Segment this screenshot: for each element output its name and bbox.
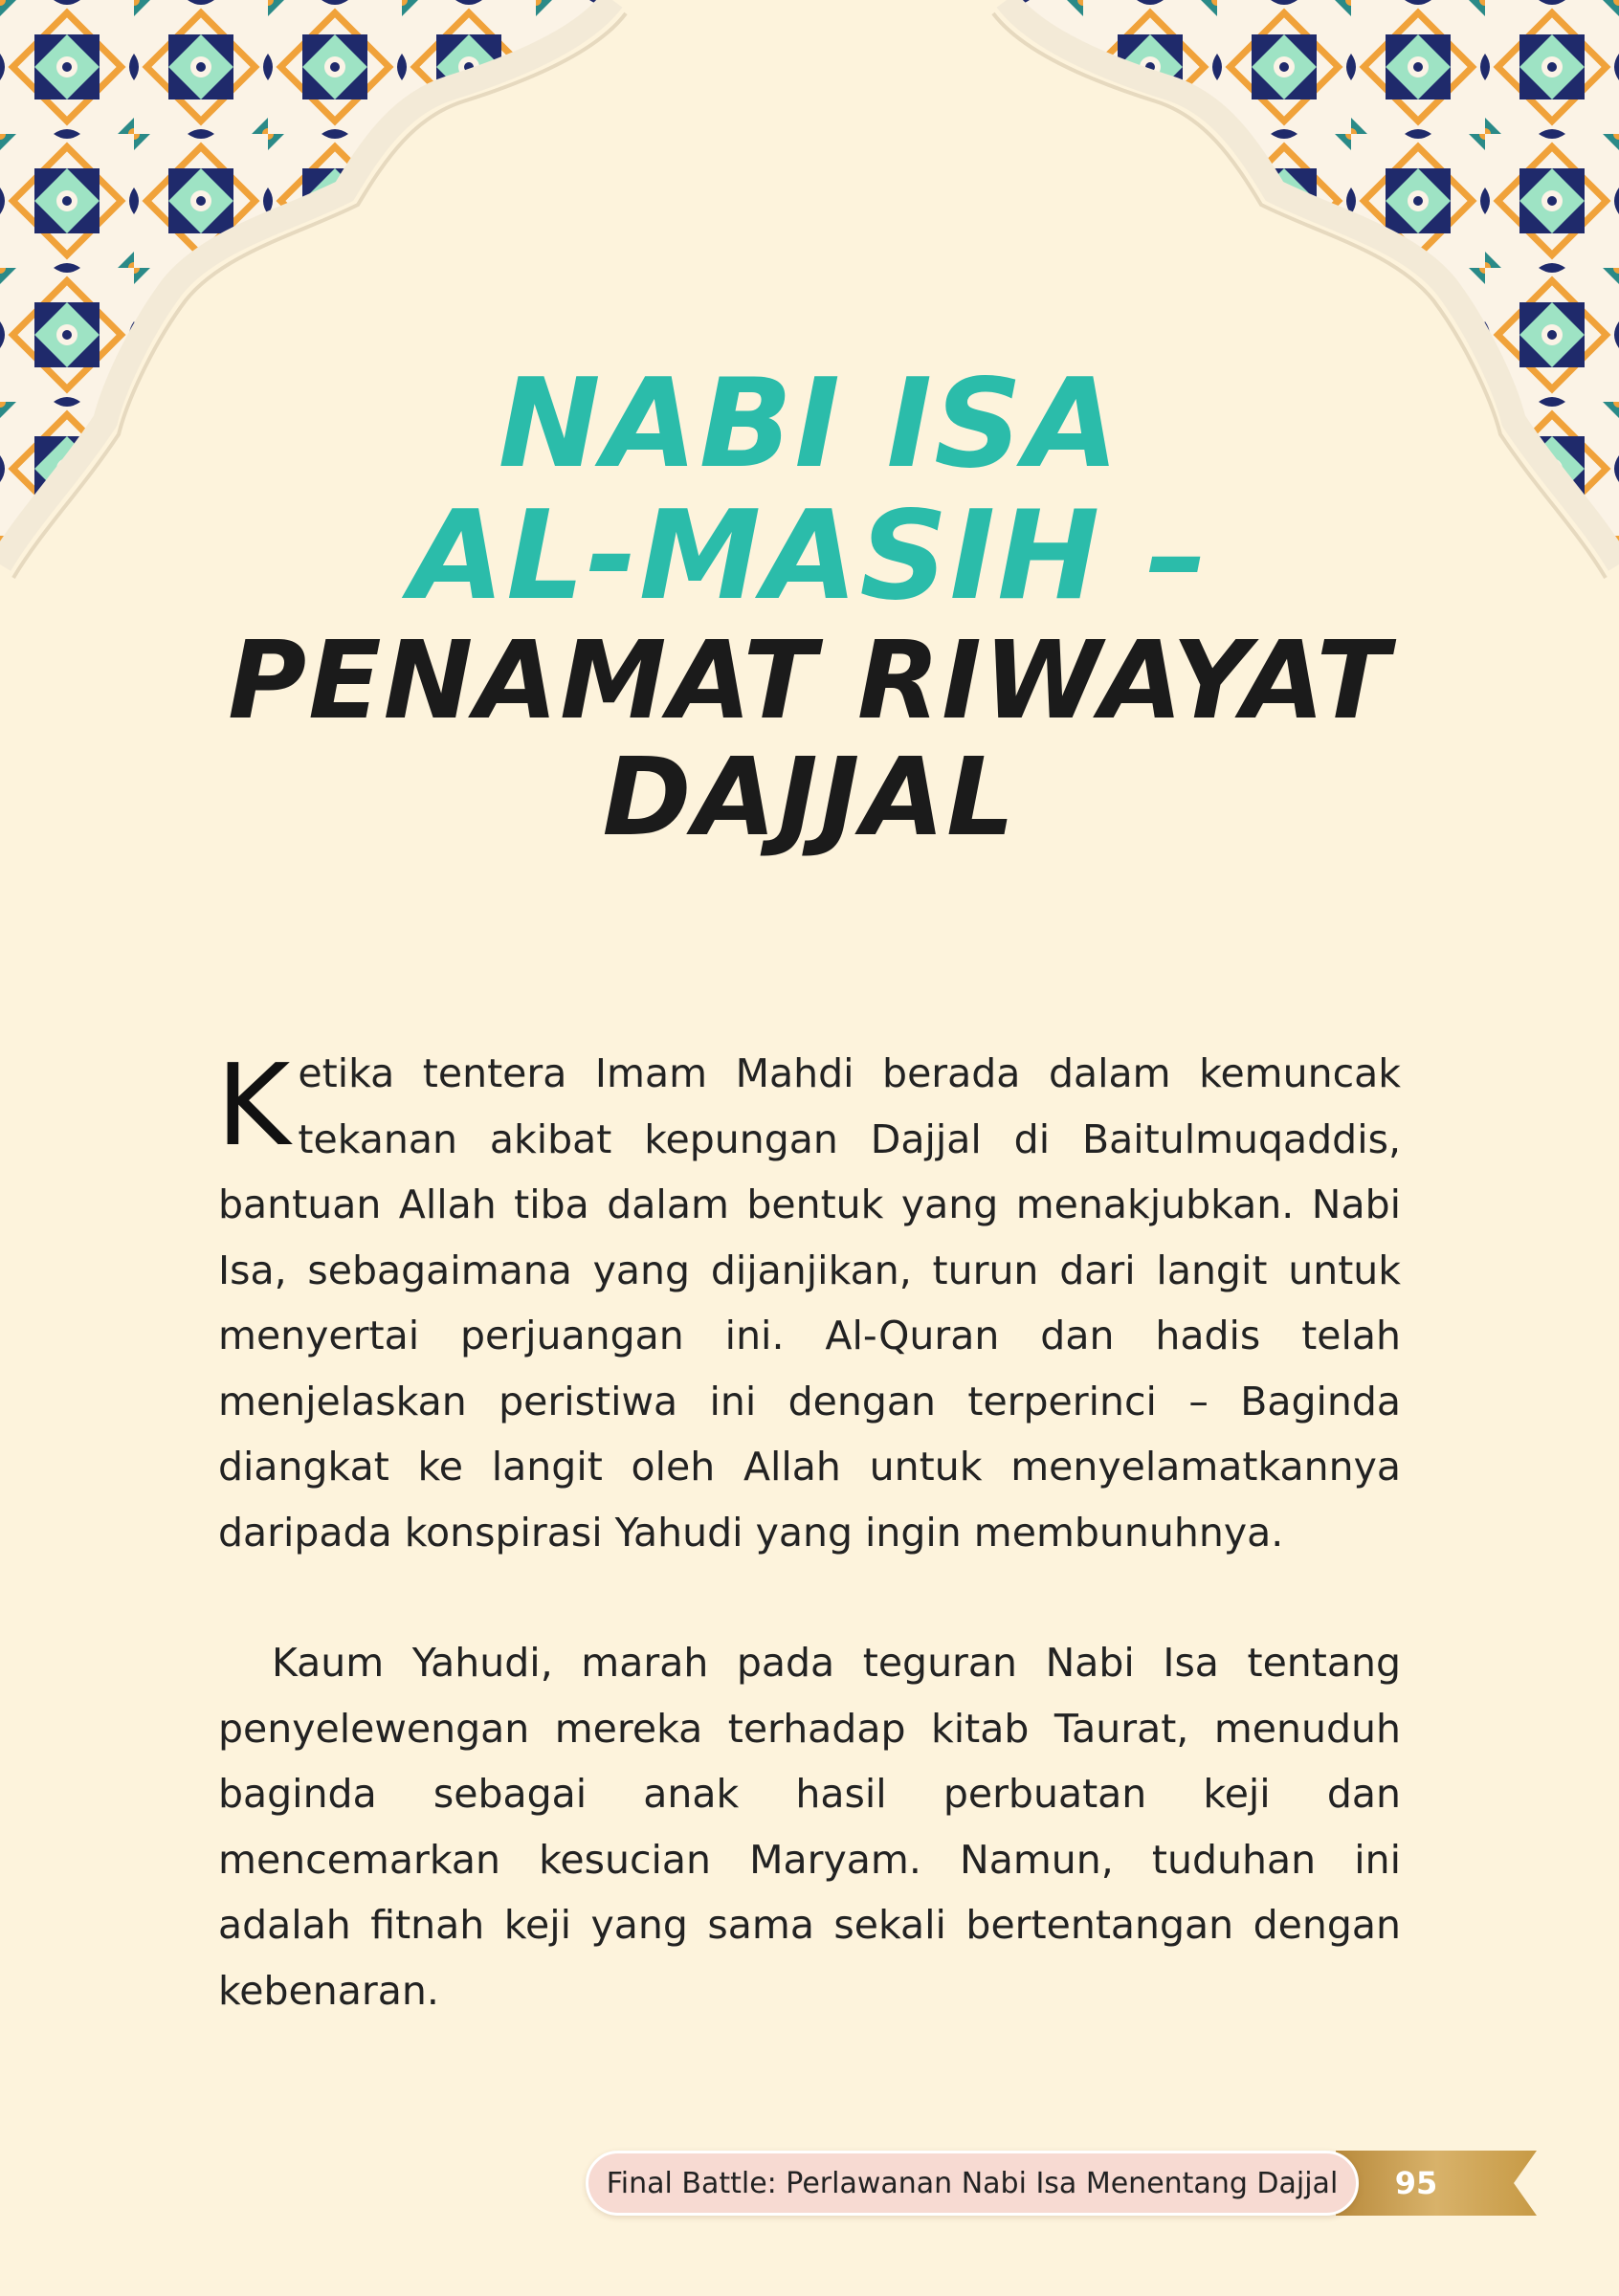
- paragraph-2: Kaum Yahudi, marah pada teguran Nabi Isa tentang penyelewengan mereka terhadap kitab Taurat, menuduh baginda sebagai anak hasil perbuatan keji dan mencemarkan kesucian Maryam. Namun, tuduhan ini adalah fitnah keji yang sama sekali bertentangan dengan kebenaran.: [218, 1640, 1401, 2014]
- chapter-title: [0, 353, 1619, 861]
- footer-book-title-text: Final Battle: Perlawanan Nabi Isa Menentang Dajjal: [606, 2166, 1339, 2200]
- title-line-2: AL-MASIH –: [410, 485, 1209, 628]
- title-line-4: DAJJAL: [602, 736, 1017, 860]
- drop-cap: K: [216, 1039, 291, 1171]
- paragraph-1: [218, 1041, 1401, 1565]
- title-line-1: NABI ISA: [498, 353, 1121, 496]
- paragraph-1-text: etika tentera Imam Mahdi berada dalam kemuncak tekanan akibat kepungan Dajjal di Baitulmuqaddis, bantuan Allah tiba dalam bentuk yang menakjubkan. Nabi Isa, sebagaimana yang dijanjikan, turun dari langit untuk menyertai perjuangan ini. Al-Quran dan hadis telah menjelaskan peristiwa ini dengan terperinci – Baginda diangkat ke langit oleh Allah untuk menyelamatkannya daripada konspirasi Yahudi yang ingin membunuhnya.: [218, 1050, 1401, 1556]
- body-text: [218, 1041, 1401, 2023]
- footer-book-title: [586, 2151, 1359, 2216]
- page-number: 95: [1394, 2165, 1438, 2201]
- title-line-3: PENAMAT RIWAYAT: [228, 619, 1391, 743]
